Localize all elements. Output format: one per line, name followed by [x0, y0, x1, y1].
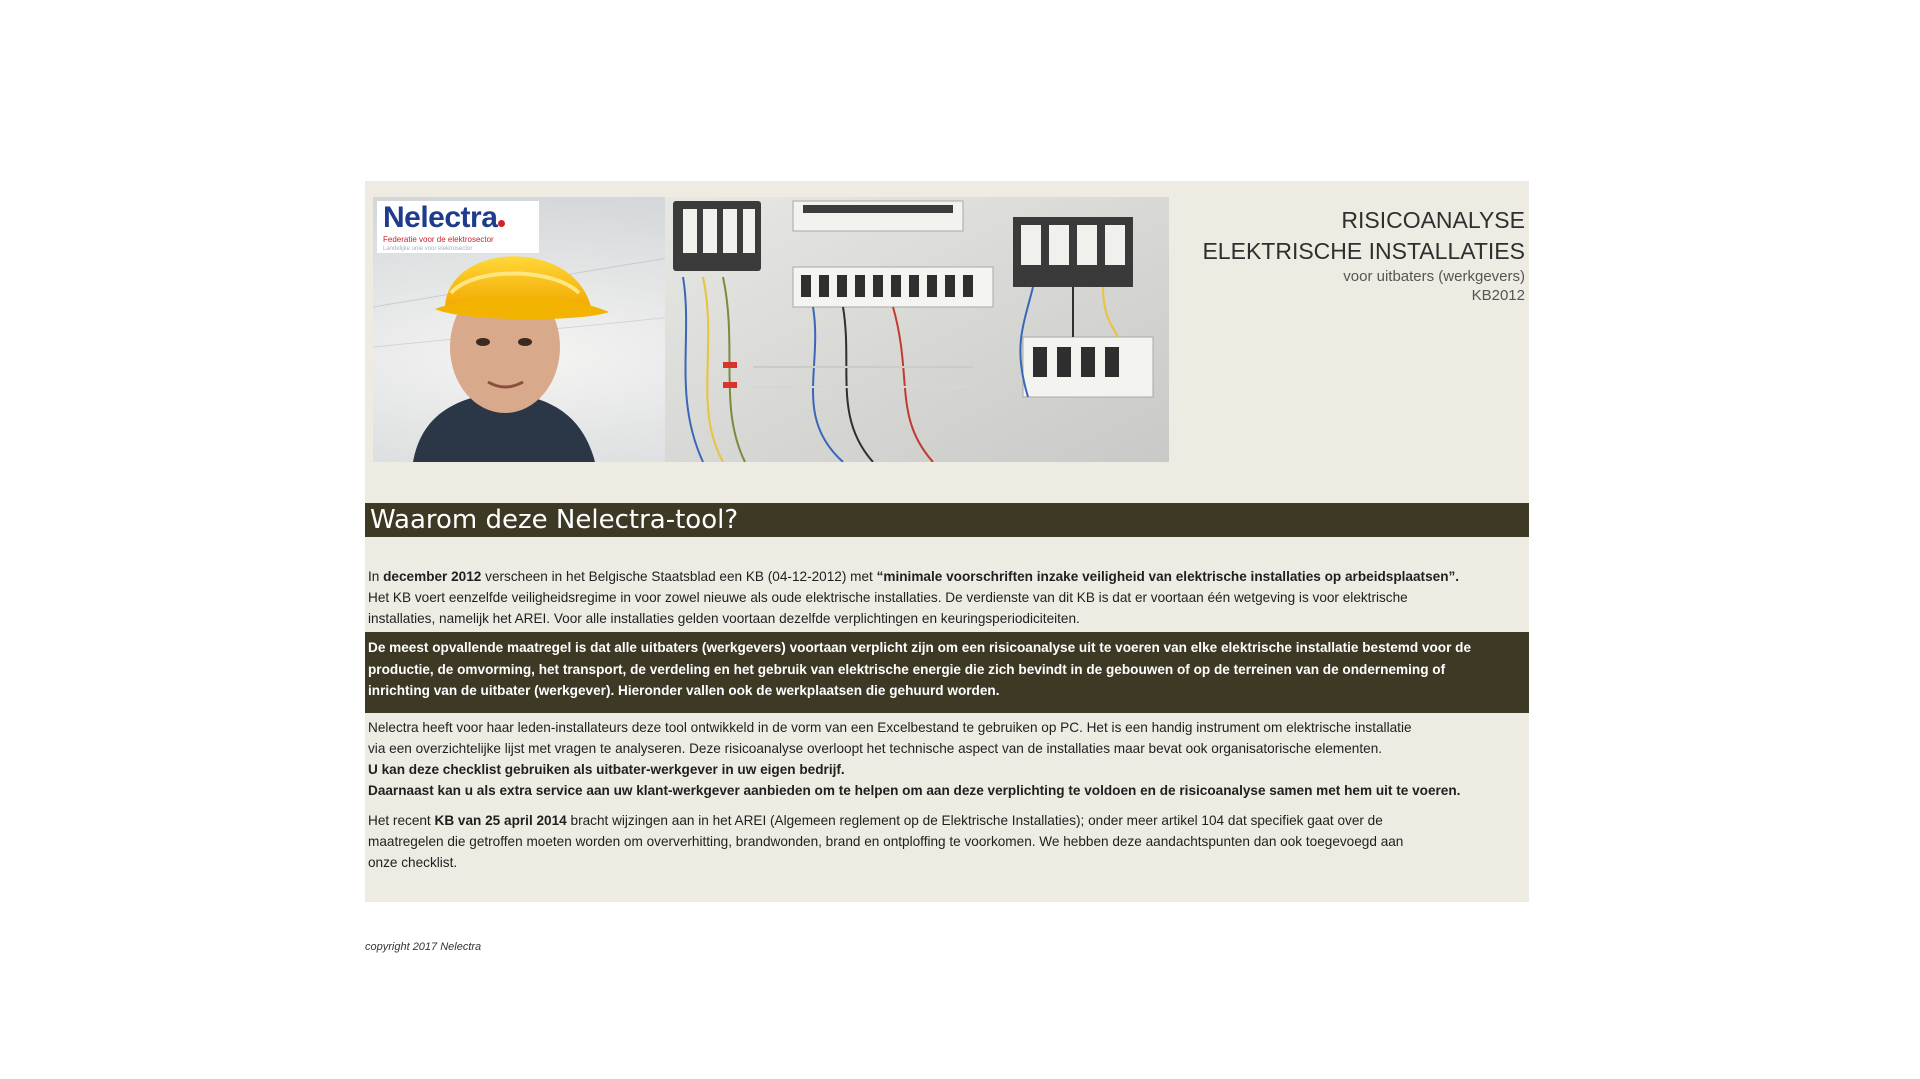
intro-quote-bold: “minimale voorschriften inzake veiligheid van elektrische installaties op arbeidsplaatsen”. [876, 569, 1460, 584]
section-heading: Waarom deze Nelectra-tool? [365, 503, 1529, 537]
logo-tagline: Federatie voor de elektrosector [383, 235, 494, 244]
tool-line-3: U kan deze checklist gebruiken als uitbater-werkgever in uw eigen bedrijf. [368, 762, 845, 777]
intro-line-2: Het KB voert eenzelfde veiligheidsregime in voor zowel nieuwe als oude elektrische installaties. De verdienste van dit KB is dat er voortaan één wetgeving is voor elektrische [368, 590, 1408, 605]
kb-paragraph [368, 810, 1526, 873]
subtitle: voor uitbaters (werkgevers) [1343, 268, 1525, 285]
highlight-paragraph [365, 632, 1529, 713]
copyright-notice: copyright 2017 Nelectra [365, 941, 482, 953]
kb-text-c: bracht wijzingen aan in het AREI (Algemeen reglement op de Elektrische Installaties); onder meer artikel 104 dat specifiek gaat over de [566, 813, 1383, 828]
kb-line-2: maatregelen die getroffen moeten worden om oververhitting, brandwonden, brand en ontploffing te voorkomen. We hebben deze aandachtspunten dan ook toegevoegd aan [368, 834, 1404, 849]
highlight-line-2: productie, de omvorming, het transport, de verdeling en het gebruik van elektrische energie die zich bevindt in de gebouwen of op de terreinen van de onderneming of [368, 661, 1446, 677]
title-line-1: RISICOANALYSE [1341, 207, 1525, 233]
nelectra-logo [377, 201, 539, 253]
document-sheet [365, 181, 1529, 902]
intro-date-bold: december 2012 [383, 569, 482, 584]
highlight-line-1: De meest opvallende maatregel is dat alle uitbaters (werkgevers) voortaan verplicht zijn om een risicoanalyse uit te voeren van elke elektrische installatie bestemd voor de [368, 640, 1472, 655]
tool-paragraph [368, 717, 1526, 801]
regulation-code: KB2012 [1471, 287, 1525, 304]
intro-line-3: installaties, namelijk het AREI. Voor alle installaties gelden voortaan dezelfde verplichtingen en keuringsperiodiciteiten. [368, 611, 1080, 626]
intro-line-1 [368, 566, 1526, 587]
title-line-2: ELEKTRISCHE INSTALLATIES [1202, 238, 1525, 264]
tool-line-1: Nelectra heeft voor haar leden-installateurs deze tool ontwikkeld in de vorm van een Excelbestand te gebruiken op PC. Het is een handig instrument om elektrische installatie [368, 720, 1412, 735]
kb-date-bold: KB van 25 april 2014 [434, 813, 567, 828]
kb-line-3: onze checklist. [368, 855, 458, 870]
logo-dot-icon [498, 220, 505, 227]
intro-paragraph [368, 566, 1526, 629]
intro-text-a: In [368, 569, 384, 584]
logo-tagline-secondary: Landelijke unie voor elektrosector [383, 246, 473, 252]
header-titles [1202, 205, 1525, 305]
tool-line-4: Daarnaast kan u als extra service aan uw klant-werkgever aanbieden om te helpen om aan deze verplichting te voldoen en de risicoanalyse samen met hem uit te voeren. [368, 783, 1461, 798]
kb-text-a: Het recent [368, 813, 435, 828]
highlight-line-3: inrichting van de uitbater (werkgever). Hieronder vallen ook de werkplaatsen die gehuurd worden. [368, 683, 1000, 698]
logo-wordmark: Nelectra [383, 201, 498, 234]
tool-line-2: via een overzichtelijke lijst met vragen te analyseren. Deze risicoanalyse overloopt het technische aspect van de installaties maar bevat ook organisatorische elementen. [368, 741, 1383, 756]
kb-line-1 [368, 810, 1526, 831]
header-banner-image [373, 197, 1169, 462]
intro-text-c: verscheen in het Belgische Staatsblad een KB (04-12-2012) met [481, 569, 877, 584]
